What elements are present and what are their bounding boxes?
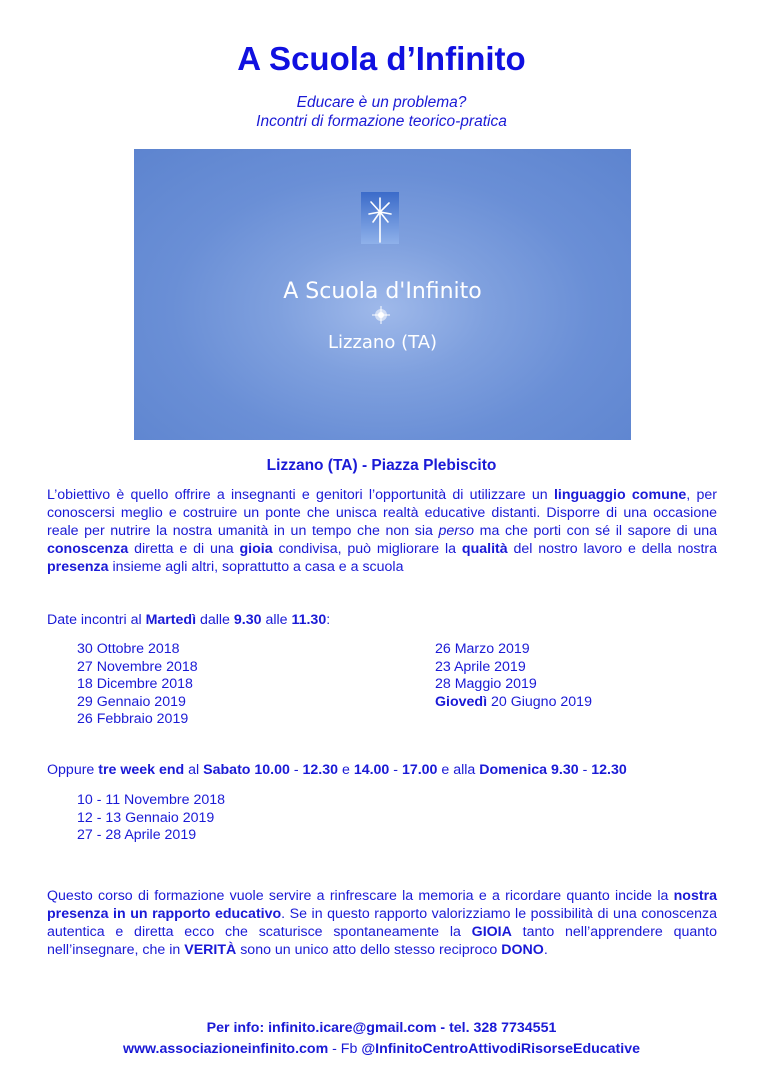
closing-text: . <box>543 942 548 958</box>
dates-intro-text: alle <box>261 612 292 628</box>
dates-intro-day: Martedì <box>145 612 197 628</box>
website-link[interactable]: www.associazioneinfinito.com <box>122 1041 329 1057</box>
weekend-intro-bold: 14.00 <box>353 762 390 778</box>
intro-text: insieme agli altri, soprattutto a casa e a scuola <box>108 559 404 575</box>
contact-separator: - Fb <box>328 1041 362 1057</box>
weekend-intro-bold: Sabato 10.00 <box>203 762 290 778</box>
facebook-link[interactable]: @InfinitoCentroAttivodiRisorseEducative <box>361 1041 641 1057</box>
list-item: 23 Aprile 2019 <box>435 658 526 675</box>
weekend-intro <box>47 761 627 779</box>
weekend-list <box>77 791 225 844</box>
list-item: 12 - 13 Gennaio 2019 <box>77 809 215 826</box>
closing-text: tanto nell’apprendere quanto nell’insegnare, che in <box>47 924 717 958</box>
closing-bold: VERITÀ <box>184 942 237 958</box>
closing-bold: GIOIA <box>471 924 512 940</box>
list-item: 29 Gennaio 2019 <box>77 693 186 710</box>
intro-bold: conoscenza <box>47 541 129 557</box>
closing-bold: nostra presenza in un rapporto educativo <box>47 888 717 922</box>
contact-line-2 <box>0 1039 763 1060</box>
list-item: 10 - 11 Novembre 2018 <box>77 792 226 808</box>
dates-intro-text: Date incontri al <box>47 612 146 628</box>
dates-list-right <box>435 640 592 710</box>
dates-intro-text: : <box>326 612 331 628</box>
closing-text: . Se in questo rapporto valorizziamo le possibilità di una conoscenza autentica e diretta ecco che scaturisce spontaneamente la <box>47 906 717 940</box>
hero-image <box>134 149 631 440</box>
weekend-intro-text: - <box>389 762 402 778</box>
closing-text: Questo corso di formazione vuole servire a rinfrescare la memoria e a ricordare quanto incide la <box>47 888 674 904</box>
subtitle <box>0 93 763 131</box>
weekend-intro-text: al <box>184 762 204 778</box>
weekend-intro-text: e alla <box>437 762 480 778</box>
weekend-intro-bold: Domenica 9.30 <box>479 762 579 778</box>
flower-icon <box>361 192 399 244</box>
list-item-date: 20 Giugno 2019 <box>487 693 592 710</box>
closing-paragraph <box>47 887 717 959</box>
list-item: 27 - 28 Aprile 2019 <box>77 827 197 844</box>
subtitle-line-2: Incontri di formazione teorico-pratica <box>256 113 507 130</box>
weekend-intro-bold: 17.00 <box>401 762 438 778</box>
intro-text: ma che porti con sé il sapore di una <box>474 523 717 539</box>
list-item <box>435 693 592 711</box>
intro-paragraph <box>47 486 717 576</box>
dates-intro-to: 11.30 <box>291 612 327 628</box>
list-item: 30 Ottobre 2018 <box>77 641 180 657</box>
list-item: 28 Maggio 2019 <box>435 676 537 693</box>
weekend-intro-text: e <box>338 762 354 778</box>
list-item: 26 Febbraio 2019 <box>77 711 189 728</box>
closing-text: sono un unico atto dello stesso reciproco <box>236 942 502 958</box>
hero-title: A Scuola d'Infinito <box>283 279 482 304</box>
weekend-intro-text: Oppure <box>47 762 99 778</box>
weekend-intro-bold: 12.30 <box>302 762 339 778</box>
intro-text: , per conoscersi meglio e costruire un ponte che unisca realtà educative distanti. Disporre di una occasione reale per nutrire la nostra umanità in un tempo che non sia <box>47 487 717 539</box>
closing-bold: DONO <box>501 942 544 958</box>
list-item: 18 Dicembre 2018 <box>77 676 193 693</box>
intro-bold: qualità <box>461 541 508 557</box>
dates-intro-from: 9.30 <box>233 612 262 628</box>
intro-bold: gioia <box>239 541 273 557</box>
page-title: A Scuola d’Infinito <box>237 40 526 77</box>
contact-info <box>0 1018 763 1060</box>
star-icon <box>372 306 390 324</box>
list-item: 27 Novembre 2018 <box>77 658 198 675</box>
weekend-intro-text: - <box>289 762 303 778</box>
intro-italic: perso <box>438 523 475 539</box>
intro-text: diretta e di una <box>128 541 240 557</box>
dates-intro-text: dalle <box>196 612 234 628</box>
location-heading: Lizzano (TA) - Piazza Plebiscito <box>266 457 497 474</box>
weekend-intro-bold: tre week end <box>98 762 185 778</box>
contact-line-1: Per info: infinito.icare@gmail.com - tel. 328 7734551 <box>206 1020 557 1036</box>
list-item: 26 Marzo 2019 <box>435 641 530 657</box>
intro-bold: linguaggio comune <box>553 487 687 503</box>
intro-text: condivisa, può migliorare la <box>272 541 462 557</box>
weekend-intro-bold: 12.30 <box>591 762 627 778</box>
weekend-intro-text: - <box>578 762 592 778</box>
intro-text: del nostro lavoro e della nostra <box>507 541 718 557</box>
dates-list-left <box>77 640 198 728</box>
hero-subtitle: Lizzano (TA) <box>327 332 438 353</box>
subtitle-line-1: Educare è un problema? <box>296 94 467 111</box>
dates-intro <box>47 611 330 629</box>
intro-bold: presenza <box>47 559 109 575</box>
intro-text: L’obiettivo è quello offrire a insegnanti e genitori l’opportunità di utilizzare un <box>47 487 554 503</box>
list-item-day: Giovedì <box>435 693 488 710</box>
